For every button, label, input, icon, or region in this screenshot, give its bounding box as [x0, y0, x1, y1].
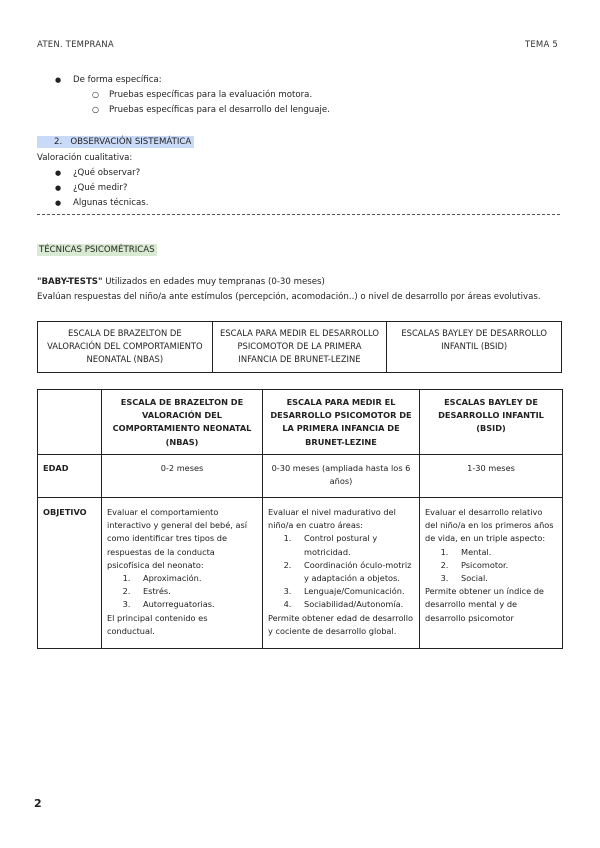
header-topic: TEMA 5	[524, 40, 558, 50]
list-item: ● Algunas técnicas.	[73, 197, 149, 209]
table-row	[38, 455, 563, 498]
row-label: EDAD	[38, 455, 102, 498]
table-cell: ESCALA DE BRAZELTON DE VALORACIÓN DEL COMPORTAMIENTO NEONATAL (NBAS)	[38, 322, 213, 373]
scales-comparison-table	[37, 389, 563, 649]
section-heading: TÉCNICAS PSICOMÉTRICAS	[39, 245, 155, 255]
table-cell: 0-30 meses (ampliada hasta los 6 años)	[263, 455, 420, 498]
list-item: ● ¿Qué observar?	[73, 167, 140, 179]
list-item: 3. Social.	[451, 572, 557, 585]
list-item: 1. Mental.	[451, 546, 557, 559]
table-cell: Evaluar el desarrollo relativo del niño/a en los primeros años de vida, en un triple aspecto: 1. Mental. 2. Psicomotor. 3. Social. Permite obtener un índice de desarrollo mental y de desarrollo psicomotor	[420, 498, 563, 649]
list-item: ● ¿Qué medir?	[73, 182, 127, 194]
dashed-divider	[37, 214, 560, 215]
table-cell: Evaluar el comportamiento interactivo y general del bebé, así como identificar tres tipos de respuestas de la conducta psicofísica del neonato: 1. Aproximación. 2. Estrés. 3. Autorreguatorias. El principal contenido es conductual.	[102, 498, 263, 649]
table-header-cell	[38, 390, 102, 455]
section-intro: Valoración cualitativa:	[37, 153, 133, 163]
baby-tests-line: "BABY-TESTS" Utilizados en edades muy tempranas (0-30 meses)	[37, 277, 325, 287]
table-cell: Evaluar el nivel madurativo del niño/a en cuatro áreas: 1. Control postural y motricidad. 2. Coordinación óculo-motriz y adaptación a objetos. 3. Lenguaje/Comunicación. 4. Sociabilidad/Autonomía. Permite obtener edad de desarrollo y cociente de desarrollo global.	[263, 498, 420, 649]
table-header-cell: ESCALA PARA MEDIR EL DESARROLLO PSICOMOTOR DE LA PRIMERA INFANCIA DE BRUNET-LEZINE	[263, 390, 420, 455]
header-title: ATEN. TEMPRANA	[37, 40, 114, 50]
sub-list-item: ○ Pruebas específicas para la evaluación motora.	[109, 89, 312, 101]
list-item: 4. Sociabilidad/Autonomía.	[294, 598, 414, 611]
list-item: 3. Autorreguatorias.	[133, 598, 257, 611]
list-item: 2. Psicomotor.	[451, 559, 557, 572]
list-item: ● De forma específica:	[73, 74, 162, 86]
baby-tests-description: Evalúan respuestas del niño/a ante estímulos (percepción, acomodación..) o nivel de desarrollo por áreas evolutivas.	[37, 292, 541, 302]
list-item: 2. Estrés.	[133, 585, 257, 598]
scales-summary-table	[37, 321, 562, 373]
list-item: 1. Control postural y motricidad.	[294, 532, 414, 558]
table-cell: ESCALAS BAYLEY DE DESARROLLO INFANTIL (BSID)	[387, 322, 562, 373]
list-item: 2. Coordinación óculo-motriz y adaptación a objetos.	[294, 559, 414, 585]
table-header-cell: ESCALA DE BRAZELTON DE VALORACIÓN DEL COMPORTAMIENTO NEONATAL (NBAS)	[102, 390, 263, 455]
sub-list-item: ○ Pruebas específicas para el desarrollo del lenguaje.	[109, 104, 330, 116]
list-item: 1. Aproximación.	[133, 572, 257, 585]
list-item: 3. Lenguaje/Comunicación.	[294, 585, 414, 598]
table-header-row	[38, 390, 563, 455]
table-cell: ESCALA PARA MEDIR EL DESARROLLO PSICOMOTOR DE LA PRIMERA INFANCIA DE BRUNET-LEZINE	[212, 322, 387, 373]
row-label: OBJETIVO	[38, 498, 102, 649]
section-heading-highlight: 2. OBSERVACIÓN SISTEMÁTICA	[37, 136, 194, 148]
table-row	[38, 498, 563, 649]
page-number: 2	[34, 797, 42, 810]
table-cell: 0-2 meses	[102, 455, 263, 498]
section-heading	[37, 136, 194, 148]
table-cell: 1-30 meses	[420, 455, 563, 498]
table-header-cell: ESCALAS BAYLEY DE DESARROLLO INFANTIL (BSID)	[420, 390, 563, 455]
